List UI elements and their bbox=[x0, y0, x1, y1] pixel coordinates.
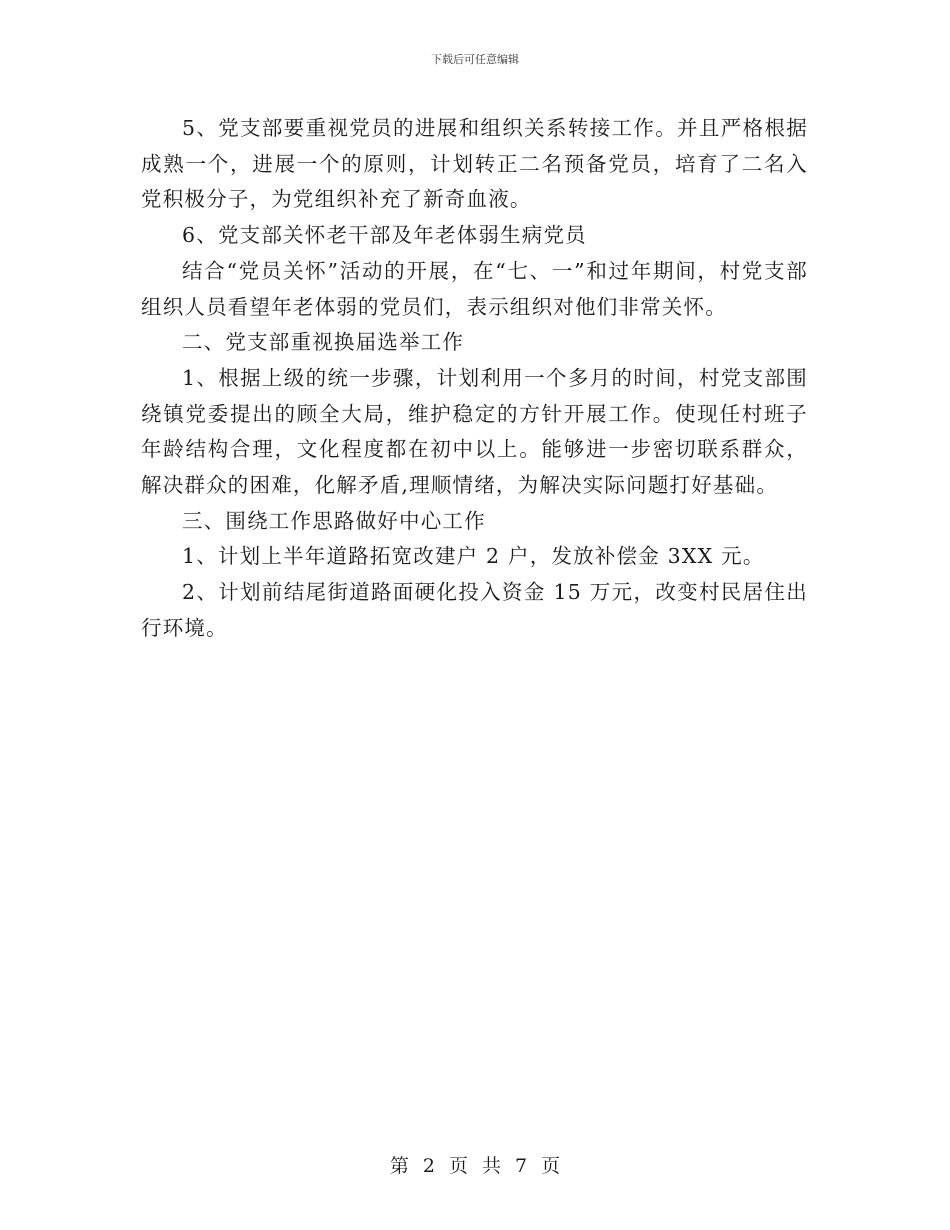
paragraph-road-hardening: 2、计划前结尾街道路面硬化投入资金 15 万元，改变村民居住出行环境。 bbox=[141, 580, 808, 640]
section-heading-central-work: 三、围绕工作思路做好中心工作 bbox=[182, 508, 486, 533]
paragraph-care-for-elderly-members: 6、党支部关怀老干部及年老体弱生病党员 bbox=[182, 223, 587, 248]
page-number-footer: 第 2 页 共 7 页 bbox=[389, 1155, 561, 1177]
paragraph-party-member-development: 5、党支部要重视党员的进展和组织关系转接工作。并且严格根据成熟一个，进展一个的原则，计划转正二名预备党员，培育了二名入党积极分子，为党组织补充了新奇血液。 bbox=[141, 116, 808, 212]
paragraph-road-widening: 1、计划上半年道路拓宽改建户 2 户，发放补偿金 3XX 元。 bbox=[182, 544, 765, 569]
paragraph-party-member-care-activity: 结合“党员关怀”活动的开展，在“七、一”和过年期间，村党支部组织人员看望年老体弱的党员们，表示组织对他们非常关怀。 bbox=[141, 258, 808, 319]
document-body bbox=[141, 111, 808, 647]
section-heading-election-work: 二、党支部重视换届选举工作 bbox=[182, 330, 465, 355]
header-note: 下载后可任意编辑 bbox=[431, 53, 519, 66]
paragraph-election-plan: 1、根据上级的统一步骤，计划利用一个多月的时间，村党支部围绕镇党委提出的顾全大局，维护稳定的方针开展工作。使现任村班子年龄结构合理，文化程度都在初中以上。能够进一步密切联系群众，解决群众的困难，化解矛盾,理顺情绪，为解决实际问题打好基础。 bbox=[141, 365, 808, 498]
